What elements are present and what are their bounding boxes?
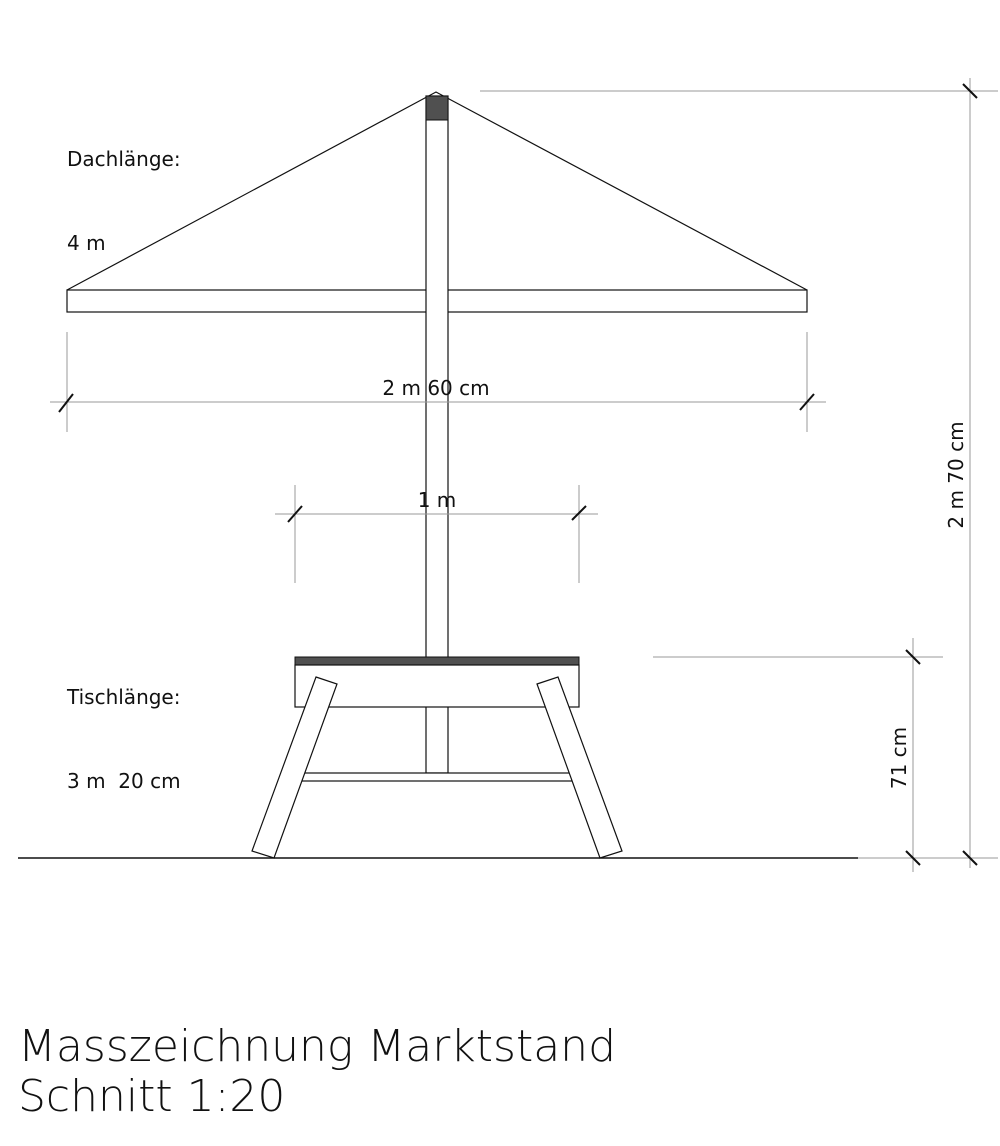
roof-length-caption: Dachlänge: [67, 147, 181, 171]
table-length-caption: Tischlänge: [67, 685, 181, 709]
roof-length-note [67, 89, 181, 285]
roof-width-label: 2 m 60 cm [382, 376, 490, 400]
roof-length-value: 4 m [67, 231, 106, 255]
table-top-board [295, 657, 579, 665]
total-height-dimension [480, 78, 998, 868]
drawing-title-block [18, 1022, 616, 1122]
roof-width-tick-left [59, 394, 73, 412]
total-height-label: 2 m 70 cm [944, 421, 968, 529]
pole-cap [426, 96, 448, 120]
drawing-scale: Schnitt 1:20 [18, 1071, 286, 1122]
table-length-note [67, 627, 181, 823]
drawing-title: Masszeichnung Marktstand [18, 1021, 616, 1072]
table-top-width-label: 1 m [417, 488, 457, 512]
table-apron [295, 665, 579, 707]
table-length-value: 3 m 20 cm [67, 769, 181, 793]
table-crossbar [302, 773, 572, 781]
table-height-label: 71 cm [887, 726, 911, 790]
